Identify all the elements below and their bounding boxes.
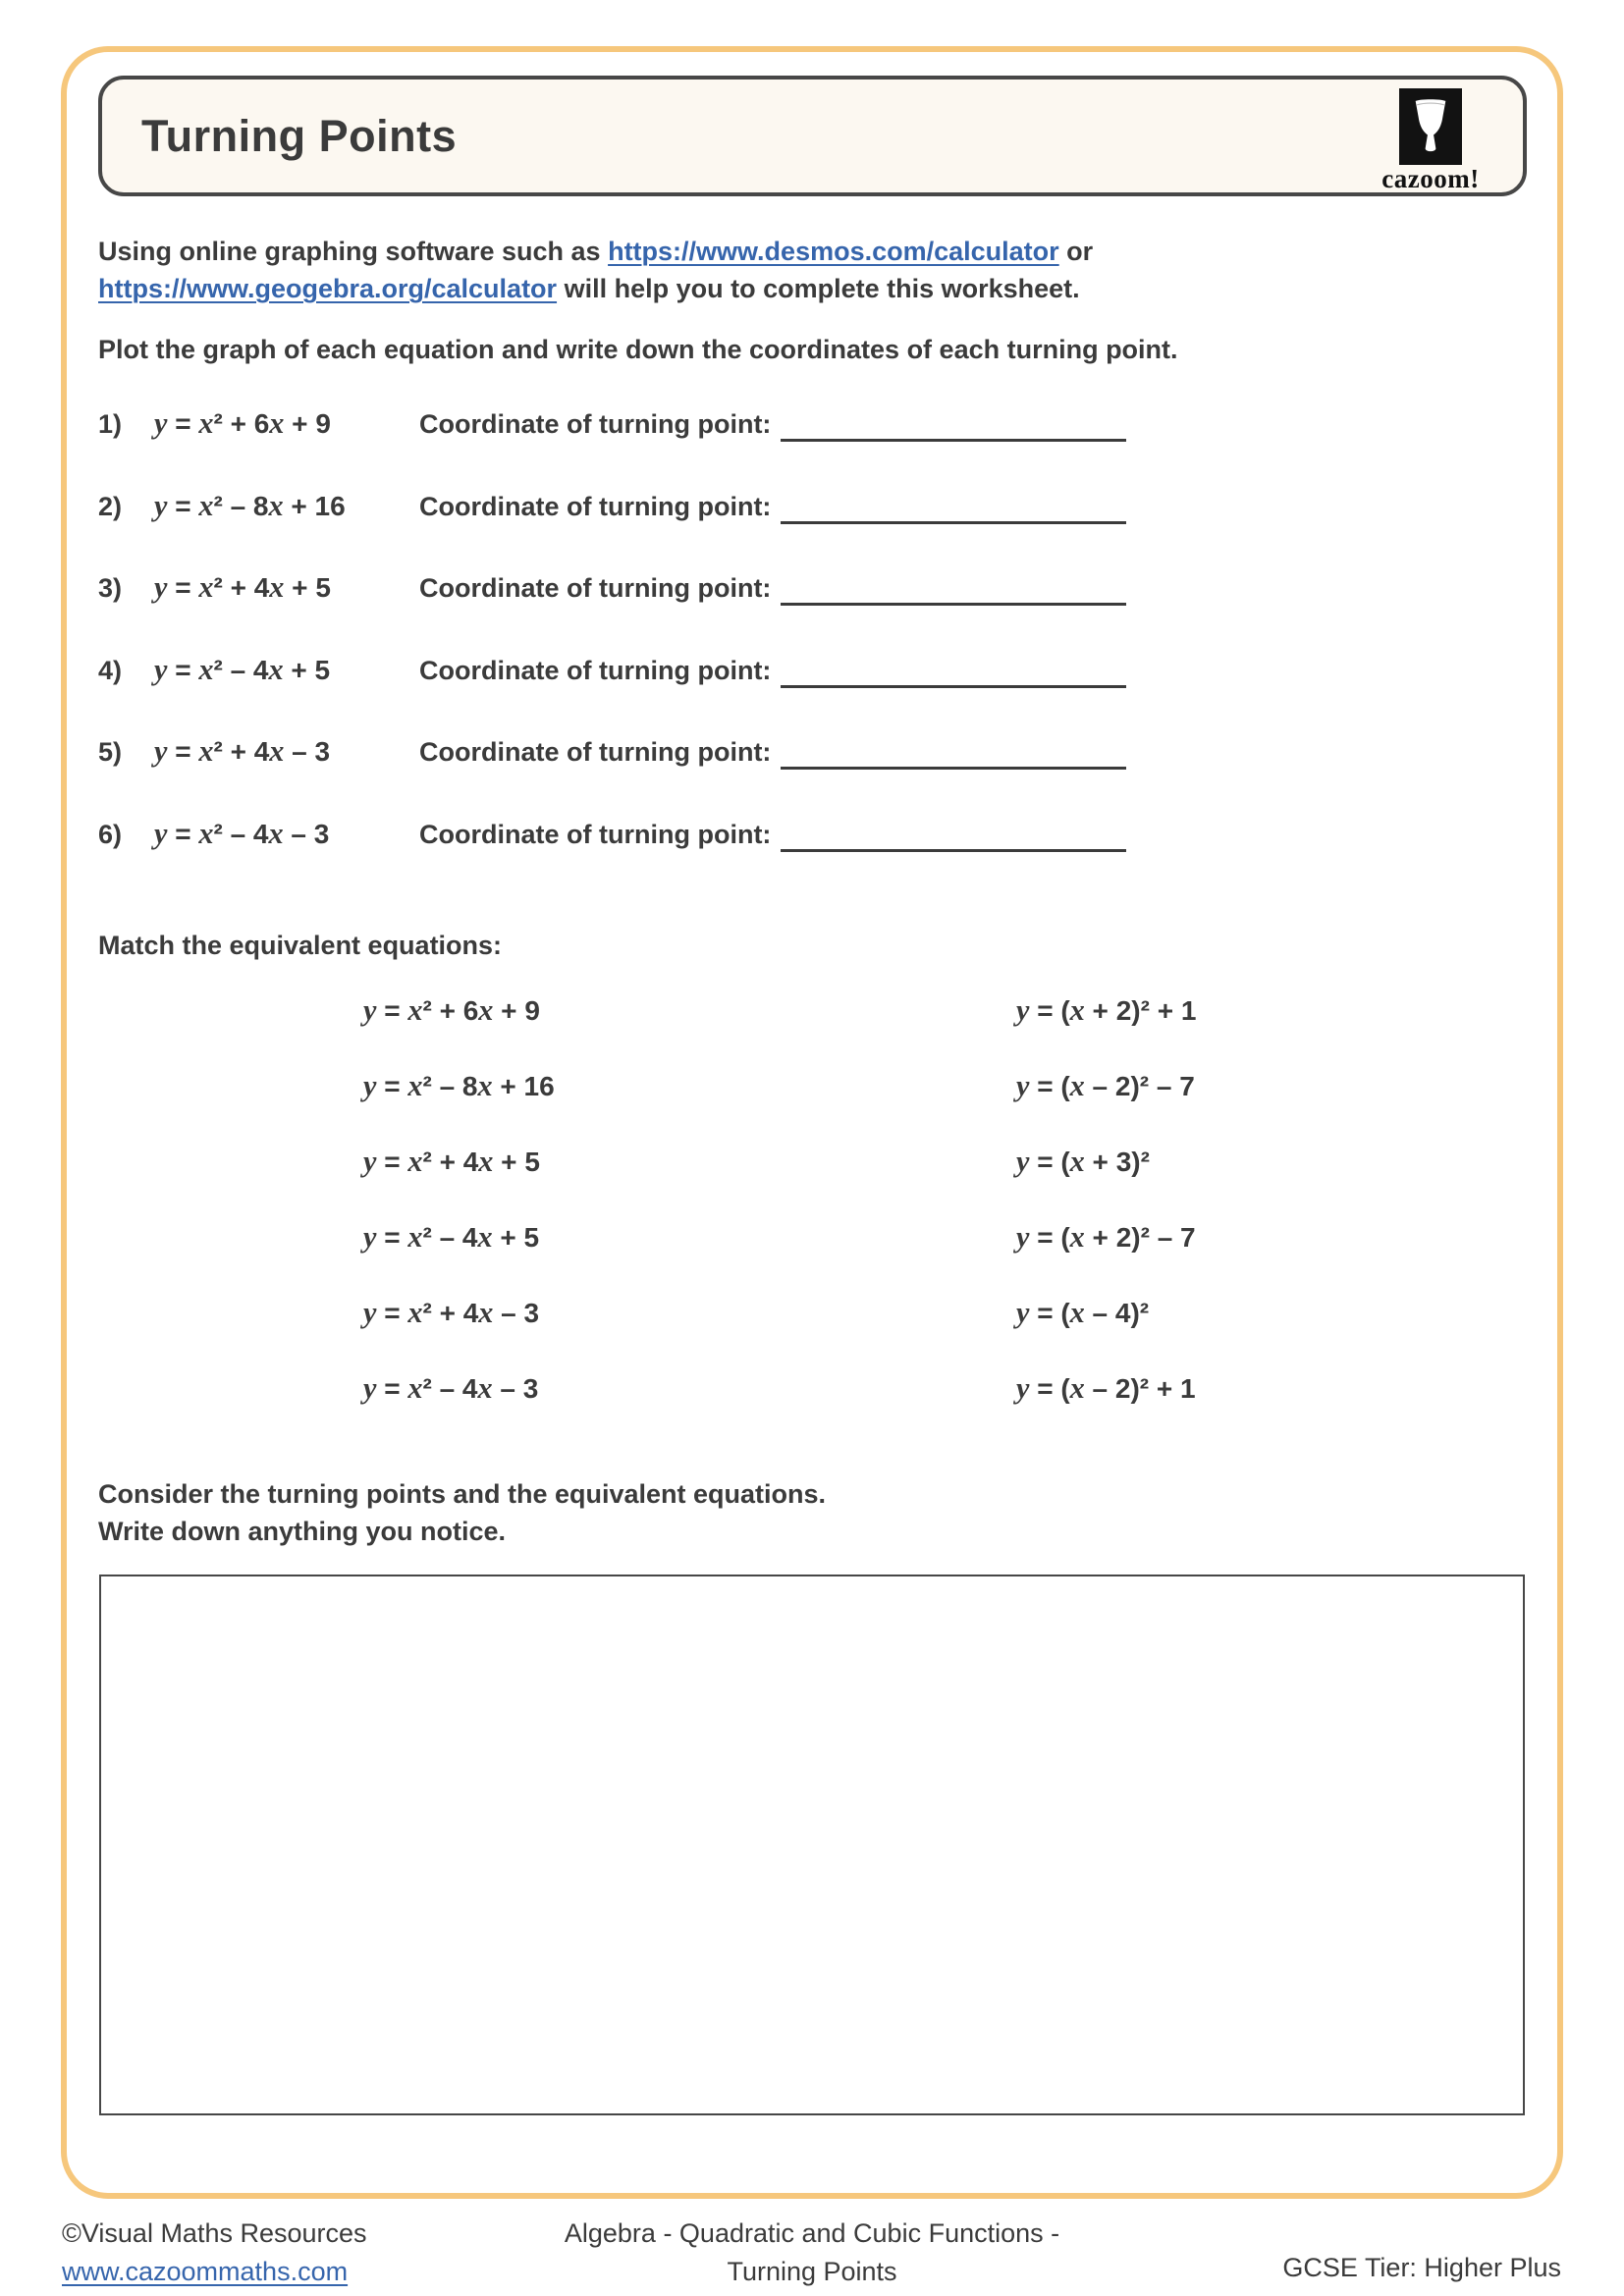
question-equation: y = x² + 4x + 5 [154, 570, 331, 604]
header [98, 76, 1527, 196]
subject-line1: Algebra - Quadratic and Cubic Functions - [564, 2218, 1060, 2248]
intro-text [98, 233, 1434, 307]
answer-blank [781, 603, 1126, 606]
turning-point-label: Coordinate of turning point: [419, 656, 772, 685]
answer-blank [781, 849, 1126, 852]
turning-point-label: Coordinate of turning point: [419, 492, 772, 521]
question-equation: y = x² – 8x + 16 [154, 489, 346, 522]
match-equation-right: y = (x + 2)² – 7 [1016, 1220, 1196, 1254]
intro-line1-after: or [1058, 237, 1094, 266]
match-equation-left: y = x² – 8x + 16 [363, 1069, 555, 1102]
match-equation-left: y = x² – 4x – 3 [363, 1371, 539, 1405]
logo-wordmark: cazoom! [1381, 164, 1480, 193]
turning-point-label: Coordinate of turning point: [419, 737, 772, 767]
answer-blank [781, 521, 1126, 524]
consider-note [98, 1475, 826, 1550]
question-row [98, 489, 1126, 523]
turning-point-label: Coordinate of turning point: [419, 820, 772, 849]
question-equation: y = x² – 4x + 5 [154, 653, 331, 686]
desmos-link[interactable]: https://www.desmos.com/calculator [608, 237, 1059, 266]
geogebra-link[interactable]: https://www.geogebra.org/calculator [98, 274, 558, 303]
match-equation-left: y = x² + 6x + 9 [363, 993, 540, 1027]
match-equation-right: y = (x – 4)² [1016, 1296, 1150, 1329]
match-heading: Match the equivalent equations: [98, 931, 503, 960]
match-equation-left: y = x² + 4x + 5 [363, 1145, 540, 1178]
match-equation-left: y = x² – 4x + 5 [363, 1220, 540, 1254]
plot-instruction: Plot the graph of each equation and write down the coordinates of each turning point. [98, 335, 1178, 364]
subject-line2: Turning Points [727, 2257, 897, 2286]
question-number: 1) [98, 409, 123, 439]
turning-point-label: Coordinate of turning point: [419, 409, 772, 439]
answer-blank [781, 439, 1126, 442]
question-equation: y = x² – 4x – 3 [154, 817, 330, 850]
match-equation-right: y = (x – 2)² – 7 [1016, 1069, 1195, 1102]
question-equation: y = x² + 4x – 3 [154, 734, 331, 768]
question-number: 6) [98, 820, 123, 849]
match-equation-right: y = (x – 2)² + 1 [1016, 1371, 1196, 1405]
question-row [98, 406, 1126, 441]
drum-icon [1399, 88, 1462, 165]
match-equation-right: y = (x + 3)² [1016, 1145, 1150, 1178]
question-number: 2) [98, 492, 123, 521]
copyright-text: ©Visual Maths Resources [62, 2218, 367, 2248]
question-row [98, 653, 1126, 687]
intro-line2-text: will help you to complete this worksheet. [557, 274, 1080, 303]
turning-point-label: Coordinate of turning point: [419, 573, 772, 603]
question-row [98, 570, 1126, 605]
answer-blank [781, 767, 1126, 770]
intro-line1-text: Using online graphing software such as [98, 237, 609, 266]
consider-line1: Consider the turning points and the equivalent equations. [98, 1479, 827, 1509]
question-row [98, 734, 1126, 769]
answer-blank [781, 685, 1126, 688]
match-equation-right: y = (x + 2)² + 1 [1016, 993, 1197, 1027]
cazoom-logo [1364, 88, 1497, 194]
question-equation: y = x² + 6x + 9 [154, 406, 331, 440]
answer-box [99, 1575, 1525, 2115]
question-number: 3) [98, 573, 123, 603]
question-number: 4) [98, 656, 123, 685]
question-number: 5) [98, 737, 123, 767]
tier-label: GCSE Tier: Higher Plus [1282, 2253, 1561, 2282]
page-title: Turning Points [141, 110, 458, 161]
question-row [98, 817, 1126, 851]
cazoommaths-link[interactable]: www.cazoommaths.com [62, 2257, 349, 2286]
consider-line2: Write down anything you notice. [98, 1517, 507, 1546]
match-equation-left: y = x² + 4x – 3 [363, 1296, 540, 1329]
